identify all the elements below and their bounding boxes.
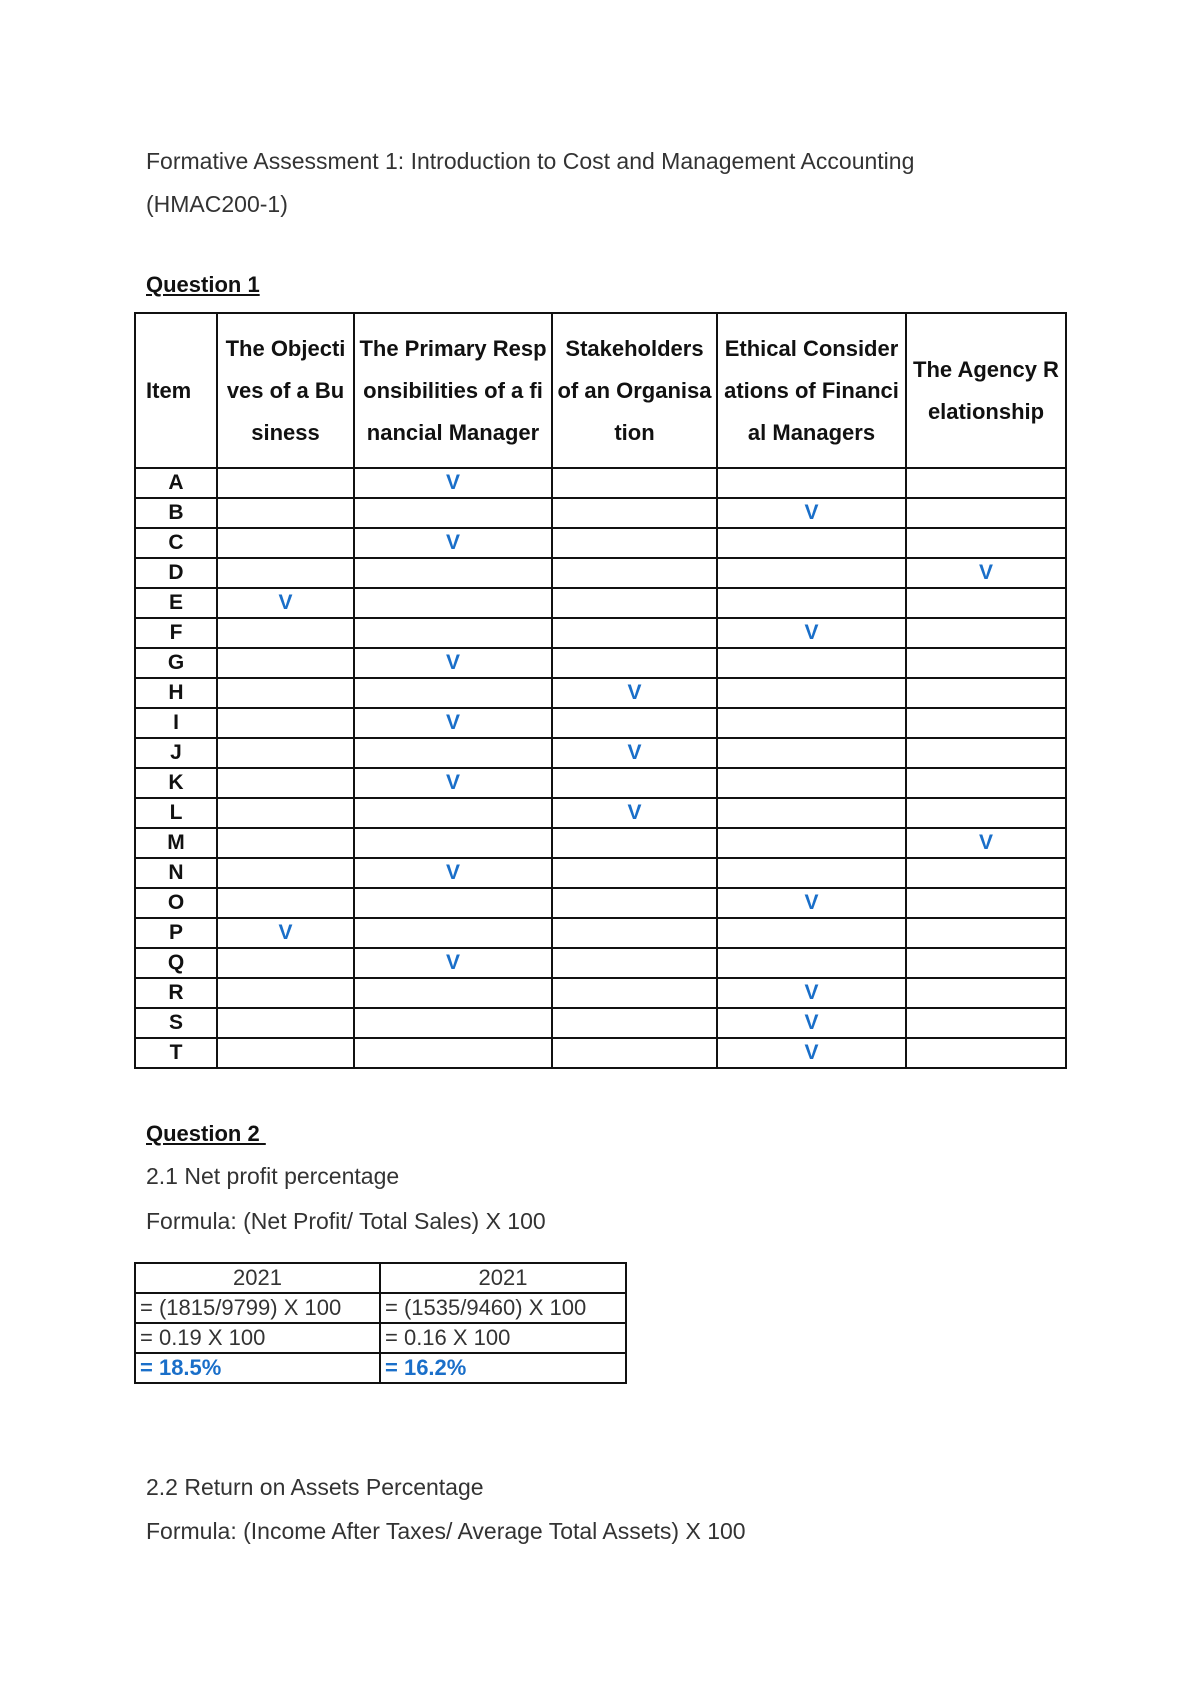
check-mark: V: [978, 561, 993, 584]
table-row: [135, 888, 1066, 918]
net-profit-result: = 16.2%: [380, 1353, 626, 1383]
table-cell: [552, 498, 717, 528]
table-row: [135, 708, 1066, 738]
net-profit-table: [134, 1262, 627, 1384]
table-cell: [717, 978, 906, 1008]
item-label: P: [135, 918, 217, 948]
table-cell: [217, 978, 354, 1008]
table-cell: [354, 708, 552, 738]
item-label: C: [135, 528, 217, 558]
table-cell: [906, 678, 1066, 708]
roa-title: 2.2 Return on Assets Percentage: [146, 1474, 484, 1500]
check-mark: V: [445, 651, 460, 674]
check-mark: V: [627, 801, 642, 824]
check-mark: V: [445, 471, 460, 494]
table-cell: [552, 738, 717, 768]
net-profit-title: 2.1 Net profit percentage: [146, 1163, 400, 1189]
table-cell: [552, 588, 717, 618]
check-mark: V: [804, 891, 819, 914]
table-cell: [906, 888, 1066, 918]
table-row: [135, 558, 1066, 588]
table-cell: [906, 648, 1066, 678]
table-cell: [354, 678, 552, 708]
check-mark: V: [445, 951, 460, 974]
table-cell: [906, 588, 1066, 618]
table-row: [135, 978, 1066, 1008]
check-mark: V: [804, 1041, 819, 1064]
table-cell: [906, 1008, 1066, 1038]
table-cell: [552, 618, 717, 648]
table-cell: [906, 498, 1066, 528]
column-header-agency: The Agency Relationship: [906, 313, 1066, 468]
table-cell: [717, 1038, 906, 1068]
item-label: K: [135, 768, 217, 798]
table-cell: [717, 918, 906, 948]
table-cell: [354, 1008, 552, 1038]
table-cell: [906, 978, 1066, 1008]
table-row: [135, 738, 1066, 768]
table-cell: [717, 678, 906, 708]
table-cell: [717, 468, 906, 498]
table-cell: [906, 798, 1066, 828]
table-cell: [717, 558, 906, 588]
table-cell: [906, 528, 1066, 558]
item-label: S: [135, 1008, 217, 1038]
check-mark: V: [445, 531, 460, 554]
table-cell: [354, 528, 552, 558]
table-cell: [717, 1008, 906, 1038]
item-label: D: [135, 558, 217, 588]
check-mark: V: [804, 621, 819, 644]
table-row: [135, 1038, 1066, 1068]
table-cell: [217, 1038, 354, 1068]
table-row: [135, 798, 1066, 828]
net-profit-year-header-1: 2021: [135, 1263, 380, 1293]
table-row: [135, 1008, 1066, 1038]
table-cell: [717, 768, 906, 798]
table-cell: [354, 588, 552, 618]
table-cell: [552, 1008, 717, 1038]
table-cell: [552, 648, 717, 678]
check-mark: V: [804, 1011, 819, 1034]
table-cell: [354, 858, 552, 888]
table-row: [135, 918, 1066, 948]
table-cell: [354, 468, 552, 498]
table-row: [135, 498, 1066, 528]
table-cell: [354, 888, 552, 918]
table-cell: [717, 588, 906, 618]
table-cell: [552, 858, 717, 888]
item-label: I: [135, 708, 217, 738]
table-cell: [717, 528, 906, 558]
table-cell: [217, 468, 354, 498]
table-cell: [354, 618, 552, 648]
item-label: N: [135, 858, 217, 888]
table-cell: [906, 768, 1066, 798]
table-cell: [906, 468, 1066, 498]
table-cell: [354, 1038, 552, 1068]
table-cell: [217, 738, 354, 768]
table-cell: [552, 948, 717, 978]
table-cell: [217, 708, 354, 738]
net-profit-cell: = (1535/9460) X 100: [380, 1293, 626, 1323]
question-2-heading: Question 2: [146, 1121, 266, 1146]
table-cell: [354, 828, 552, 858]
table-cell: [217, 528, 354, 558]
table-cell: [906, 558, 1066, 588]
question-1-table-body: [135, 468, 1066, 1068]
item-label: G: [135, 648, 217, 678]
table-cell: [354, 738, 552, 768]
table-cell: [552, 528, 717, 558]
item-label: F: [135, 618, 217, 648]
table-cell: [217, 498, 354, 528]
check-mark: V: [627, 741, 642, 764]
table-cell: [354, 768, 552, 798]
net-profit-cell: = 0.16 X 100: [380, 1323, 626, 1353]
table-cell: [217, 558, 354, 588]
net-profit-result-row: [135, 1353, 626, 1383]
table-cell: [552, 1038, 717, 1068]
table-cell: [717, 828, 906, 858]
check-mark: V: [978, 831, 993, 854]
table-cell: [354, 948, 552, 978]
net-profit-calc-row: [135, 1293, 626, 1323]
column-header-stakeholders: Stakeholders of an Organisation: [552, 313, 717, 468]
title-line-2: (HMAC200-1): [146, 191, 288, 217]
table-cell: [552, 768, 717, 798]
column-header-ethical: Ethical Considerations of Financial Managers: [717, 313, 906, 468]
column-header-responsibilities: The Primary Responsibilities of a financial Manager: [354, 313, 552, 468]
check-mark: V: [278, 591, 293, 614]
item-label: M: [135, 828, 217, 858]
check-mark: V: [627, 681, 642, 704]
net-profit-calc-row: [135, 1323, 626, 1353]
question-1-table: [134, 312, 1067, 1069]
table-cell: [906, 948, 1066, 978]
item-label: Q: [135, 948, 217, 978]
table-cell: [717, 708, 906, 738]
table-row: [135, 468, 1066, 498]
table-row: [135, 768, 1066, 798]
table-cell: [217, 798, 354, 828]
check-mark: V: [445, 771, 460, 794]
check-mark: V: [278, 921, 293, 944]
table-cell: [354, 978, 552, 1008]
table-cell: [552, 708, 717, 738]
table-row: [135, 858, 1066, 888]
table-row: [135, 828, 1066, 858]
check-mark: V: [804, 501, 819, 524]
check-mark: V: [804, 981, 819, 1004]
table-cell: [354, 798, 552, 828]
table-row: [135, 588, 1066, 618]
document-title: [146, 140, 1146, 226]
table-row: [135, 678, 1066, 708]
item-label: A: [135, 468, 217, 498]
table-header-row: [135, 313, 1066, 468]
net-profit-formula: Formula: (Net Profit/ Total Sales) X 100: [146, 1208, 546, 1234]
table-cell: [217, 648, 354, 678]
question-1-heading: Question 1: [146, 272, 260, 297]
table-row: [135, 648, 1066, 678]
table-cell: [552, 468, 717, 498]
roa-formula: Formula: (Income After Taxes/ Average Total Assets) X 100: [146, 1518, 746, 1544]
table-cell: [217, 588, 354, 618]
table-cell: [552, 798, 717, 828]
net-profit-cell: = (1815/9799) X 100: [135, 1293, 380, 1323]
table-row: [135, 528, 1066, 558]
table-cell: [552, 828, 717, 858]
table-cell: [717, 498, 906, 528]
table-cell: [552, 678, 717, 708]
table-cell: [217, 618, 354, 648]
table-cell: [552, 918, 717, 948]
table-cell: [354, 648, 552, 678]
check-mark: V: [445, 861, 460, 884]
table-cell: [217, 678, 354, 708]
table-cell: [717, 798, 906, 828]
net-profit-year-header-2: 2021: [380, 1263, 626, 1293]
table-cell: [552, 888, 717, 918]
title-line-1: Formative Assessment 1: Introduction to Cost and Management Accounting: [146, 148, 915, 174]
table-cell: [354, 498, 552, 528]
table-cell: [717, 948, 906, 978]
column-header-item: Item: [135, 313, 217, 468]
table-cell: [906, 918, 1066, 948]
table-cell: [906, 858, 1066, 888]
table-row: [135, 618, 1066, 648]
table-cell: [552, 978, 717, 1008]
table-cell: [717, 738, 906, 768]
item-label: T: [135, 1038, 217, 1068]
table-cell: [217, 918, 354, 948]
net-profit-header-row: [135, 1263, 626, 1293]
table-cell: [717, 888, 906, 918]
table-cell: [217, 1008, 354, 1038]
table-cell: [217, 888, 354, 918]
table-cell: [717, 648, 906, 678]
table-cell: [906, 618, 1066, 648]
table-cell: [906, 1038, 1066, 1068]
table-cell: [217, 828, 354, 858]
item-label: H: [135, 678, 217, 708]
item-label: L: [135, 798, 217, 828]
net-profit-result: = 18.5%: [135, 1353, 380, 1383]
table-cell: [717, 858, 906, 888]
table-cell: [217, 858, 354, 888]
item-label: B: [135, 498, 217, 528]
item-label: E: [135, 588, 217, 618]
table-cell: [906, 828, 1066, 858]
table-cell: [717, 618, 906, 648]
net-profit-cell: = 0.19 X 100: [135, 1323, 380, 1353]
item-label: O: [135, 888, 217, 918]
table-cell: [217, 948, 354, 978]
table-cell: [354, 918, 552, 948]
column-header-objectives: The Objectives of a Business: [217, 313, 354, 468]
table-cell: [354, 558, 552, 588]
item-label: J: [135, 738, 217, 768]
table-cell: [552, 558, 717, 588]
check-mark: V: [445, 711, 460, 734]
table-cell: [906, 738, 1066, 768]
item-label: R: [135, 978, 217, 1008]
table-row: [135, 948, 1066, 978]
table-cell: [906, 708, 1066, 738]
table-cell: [217, 768, 354, 798]
